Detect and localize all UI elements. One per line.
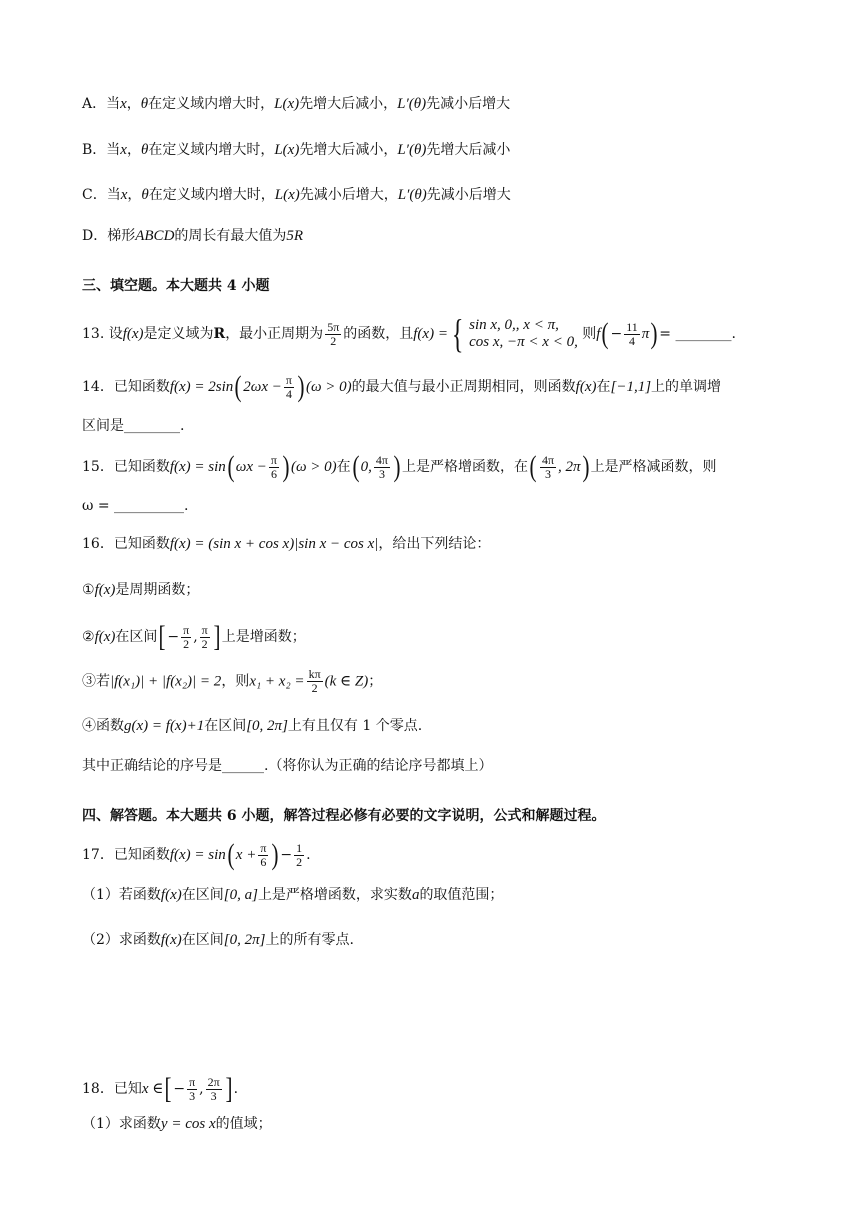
q16-statement-2: ②f(x)在区间[ − $\frac{\pi}{2}$ , $\frac{\pi}{2}$ ] 上是增函数；: [82, 620, 306, 653]
q16-answer-line: 其中正确结论的序号是______.（将你认为正确的结论序号都填上）: [82, 758, 493, 774]
section-4-heading: 四、解答题。本大题共 6 小题，解答过程必修有必要的文字说明，公式和解题过程。: [82, 808, 606, 824]
fraction-period: $\frac{5\pi}{2}$: [327, 319, 340, 348]
option-d: D．梯形ABCD的周长有最大值为5R: [82, 228, 304, 244]
question-13: 13. 设f(x)是定义域为R，最小正周期为 $\frac{5\pi}{2}$ 的函数，且f(x) ={ sin x, 0,, x < π, cos x, −π < x < 0, 则f( − $\frac{11}{4}$ π) = ________.: [82, 311, 736, 356]
question-16: 16．已知函数f(x) = (sin x + cos x)|sin x − cos x|，给出下列结论：: [82, 536, 491, 552]
q17-part-2: （2）求函数f(x)在区间[0, 2π]上的所有零点.: [82, 932, 354, 948]
option-c: C．当x，θ在定义域内增大时，L(x)先减小后增大，L′(θ)先减小后增大: [82, 187, 511, 203]
q16-statement-3: ③若|f(x₁)| + |f(x₂)| = 2，则x₁ + x₂ = $\frac{k\pi}{2}$ (k ∈ Z)；: [82, 667, 383, 695]
question-17: 17．已知函数f(x) = sin( x + $\frac{\pi}{6}$ ) − $\frac{1}{2}$ .: [82, 838, 311, 871]
q16-statement-1: ①f(x)是周期函数；: [82, 582, 200, 598]
question-18: 18．已知x ∈[ − $\frac{\pi}{3}$ , $\frac{2\pi}{3}$ ] .: [82, 1072, 239, 1105]
question-14-line2: 区间是________.: [82, 418, 185, 434]
q17-part-1: （1）若函数f(x)在区间[0, a]上是严格增函数，求实数a的取值范围；: [82, 887, 504, 903]
question-15-line2: ω = __________.: [82, 498, 189, 514]
section-3-heading: 三、填空题。本大题共 4 小题: [82, 278, 270, 294]
q16-statement-4: ④函数g(x) = f(x)+1在区间[0, 2π]上有且仅有 1 个零点.: [82, 718, 423, 734]
question-14: 14．已知函数f(x) = 2sin( 2ωx − $\frac{\pi}{4}$ ) (ω > 0)的最大值与最小正周期相同，则函数f(x)在[−1,1]上的单调增: [82, 370, 722, 403]
option-a: A．当x，θ在定义域内增大时，L(x)先增大后减小，L′(θ)先减小后增大: [82, 96, 511, 112]
q18-part-1: （1）求函数y = cos x的值域；: [82, 1116, 272, 1132]
question-15: 15．已知函数f(x) = sin( ωx − $\frac{\pi}{6}$ ) (ω > 0)在( 0, $\frac{4\pi}{3}$ ) 上是严格增函数，在( $\frac{4\pi}{3}$ , 2π) 上是严格减函数，则: [82, 450, 717, 483]
option-b: B．当x，θ在定义域内增大时，L(x)先增大后减小，L′(θ)先增大后减小: [82, 142, 511, 158]
